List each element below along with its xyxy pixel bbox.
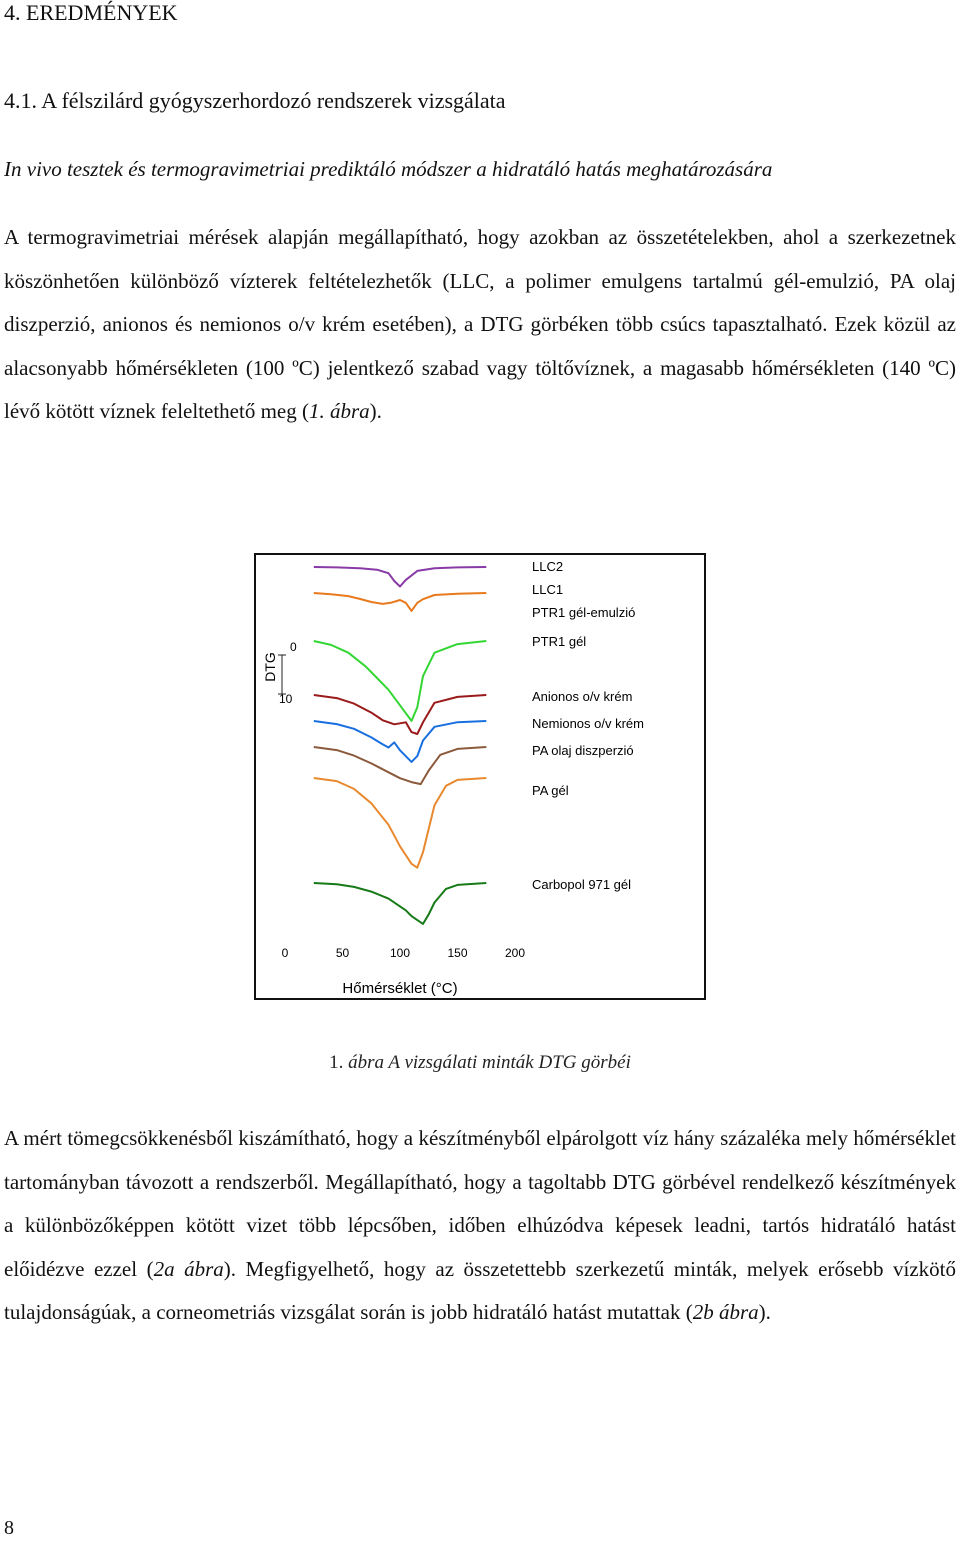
legend-label-5: Nemionos o/v krém [532, 716, 644, 731]
curve-7 [314, 778, 487, 868]
paragraph-2-mid: ). Megfigyelhető, hogy az összetettebb szerkezetű minták, melyek erősebb vízkötő tulajdonságúak, a corneometriás vizsgálat során is jobb hidratáló hatást mutattak ( [4, 1256, 956, 1325]
dtg-chart [254, 553, 706, 1000]
figure-2a-reference[interactable]: 2a ábra [153, 1256, 224, 1281]
curve-0 [314, 567, 487, 587]
paragraph-2-end: ). [758, 1300, 771, 1325]
dtg-curves [314, 567, 487, 924]
x-tick-label-1: 50 [335, 946, 350, 960]
legend-label-3: PTR1 gél [532, 634, 587, 649]
page-number: 8 [4, 1517, 14, 1539]
legend-label-7: PA gél [532, 783, 569, 798]
curve-6 [314, 747, 487, 784]
x-tick-label-2: 100 [389, 946, 411, 960]
x-axis-ticks [282, 946, 526, 960]
paragraph-1 [4, 216, 956, 434]
dtg-legend [532, 559, 644, 892]
legend-label-0: LLC2 [532, 559, 564, 574]
figure-2b-reference[interactable]: 2b ábra [692, 1300, 759, 1325]
paragraph-1-end: ). [369, 399, 382, 424]
curve-1 [314, 593, 487, 611]
curve-5 [314, 721, 487, 762]
figure-caption-number: 1. [329, 1052, 344, 1073]
x-tick-label-3: 150 [447, 946, 468, 960]
x-tick-label-4: 200 [504, 946, 526, 960]
x-tick-label-0: 0 [281, 946, 289, 960]
section-heading: 4.1. A félszilárd gyógyszerhordozó rendszerek vizsgálata [4, 88, 506, 113]
y-axis-label: DTG [262, 652, 278, 682]
dtg-chart-svg [256, 555, 704, 998]
subsection-heading: In vivo tesztek és termogravimetriai prediktáló módszer a hidratáló hatás meghatározására [4, 157, 773, 181]
curve-3 [314, 641, 487, 721]
paragraph-2 [4, 1117, 956, 1335]
chapter-heading: 4. EREDMÉNYEK [4, 0, 178, 25]
x-axis-label: Hőmérséklet (°C) [342, 980, 458, 997]
curve-4 [314, 695, 487, 734]
curve-8 [314, 883, 487, 924]
figure-caption-text: ábra A vizsgálati minták DTG görbéi [348, 1052, 631, 1073]
legend-label-2: PTR1 gél-emulzió [532, 605, 636, 620]
scale-bar-bottom-label: 10 [279, 692, 293, 706]
figure-caption [0, 1052, 960, 1074]
scale-bar-top-label: 0 [290, 640, 297, 654]
legend-label-6: PA olaj diszperzió [532, 743, 634, 758]
legend-label-8: Carbopol 971 gél [532, 877, 632, 892]
legend-label-1: LLC1 [532, 582, 564, 597]
figure-reference[interactable]: 1. ábra [308, 399, 370, 424]
paragraph-2-text: A mért tömegcsökkenésből kiszámítható, hogy a készítményből elpárolgott víz hány százaléka mely hőmérséklet tartományban távozott a rendszerből. Megállapítható, hogy a tagoltabb DTG görbével rendelkező készítmények a különbözőképpen kötött vizet több lépcsőben, időben elhúzódva képesek leadni, tartós hidratáló hatást előidézve ezzel ( [4, 1126, 956, 1281]
paragraph-1-text: A termogravimetriai mérések alapján megállapítható, hogy azokban az összetételekben, ahol a szerkezetnek köszönhetően különböző vízterek feltételezhetők (LLC, a polimer emulgens tartalmú gél-emulzió, PA olaj diszperzió, anionos és nemionos o/v krém esetében), a DTG görbéken több csúcs tapasztalható. Ezek közül az alacsonyabb hőmérsékleten (100 ºC) jelentkező szabad vagy töltővíznek, a magasabb hőmérsékleten (140 ºC) lévő kötött víznek feleltethető meg ( [4, 225, 956, 424]
legend-label-4: Anionos o/v krém [532, 689, 633, 704]
